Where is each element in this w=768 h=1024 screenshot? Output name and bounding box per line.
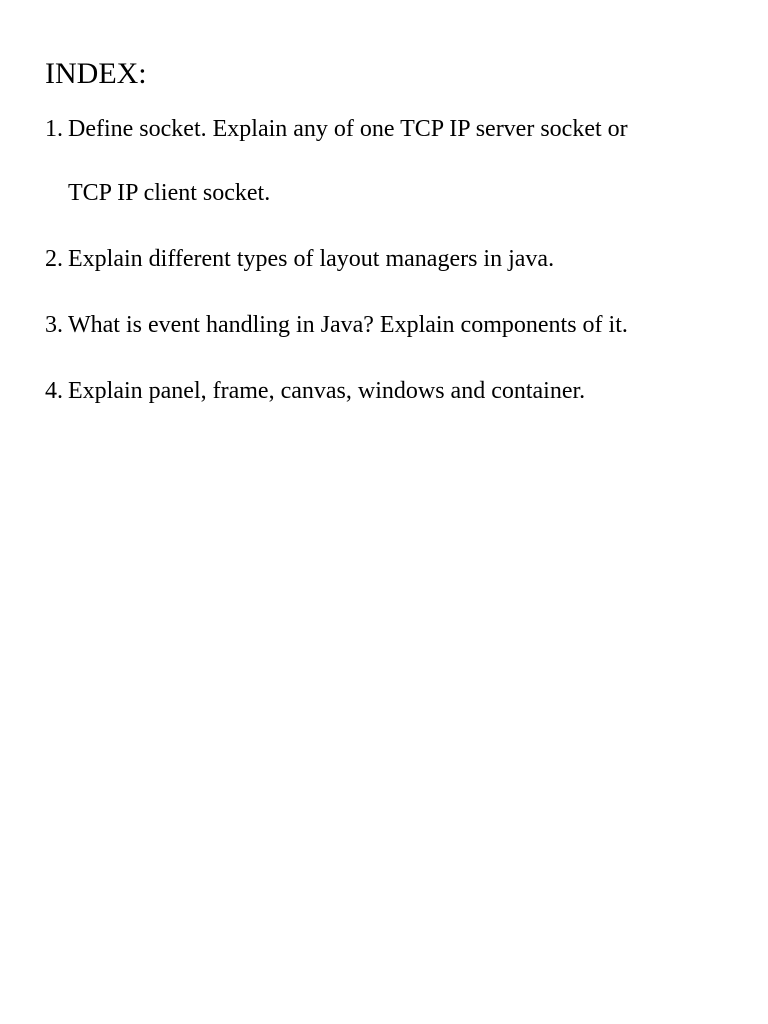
question-number: 4. <box>45 378 63 404</box>
question-line: Explain panel, frame, canvas, windows and container. <box>68 378 586 404</box>
question-line: What is event handling in Java? Explain components of it. <box>68 312 628 338</box>
index-title: INDEX: <box>45 57 147 90</box>
question-item-4 <box>45 374 745 408</box>
question-line: Define socket. Explain any of one TCP IP server socket or <box>68 116 628 142</box>
question-number: 2. <box>45 246 63 272</box>
question-number: 1. <box>45 116 63 142</box>
question-list <box>45 112 745 440</box>
question-item-3 <box>45 308 745 342</box>
question-line: TCP IP client socket. <box>68 180 271 206</box>
question-line: Explain different types of layout managers in java. <box>68 246 555 272</box>
question-number: 3. <box>45 312 63 338</box>
question-item-1 <box>45 112 745 210</box>
question-item-2 <box>45 242 745 276</box>
